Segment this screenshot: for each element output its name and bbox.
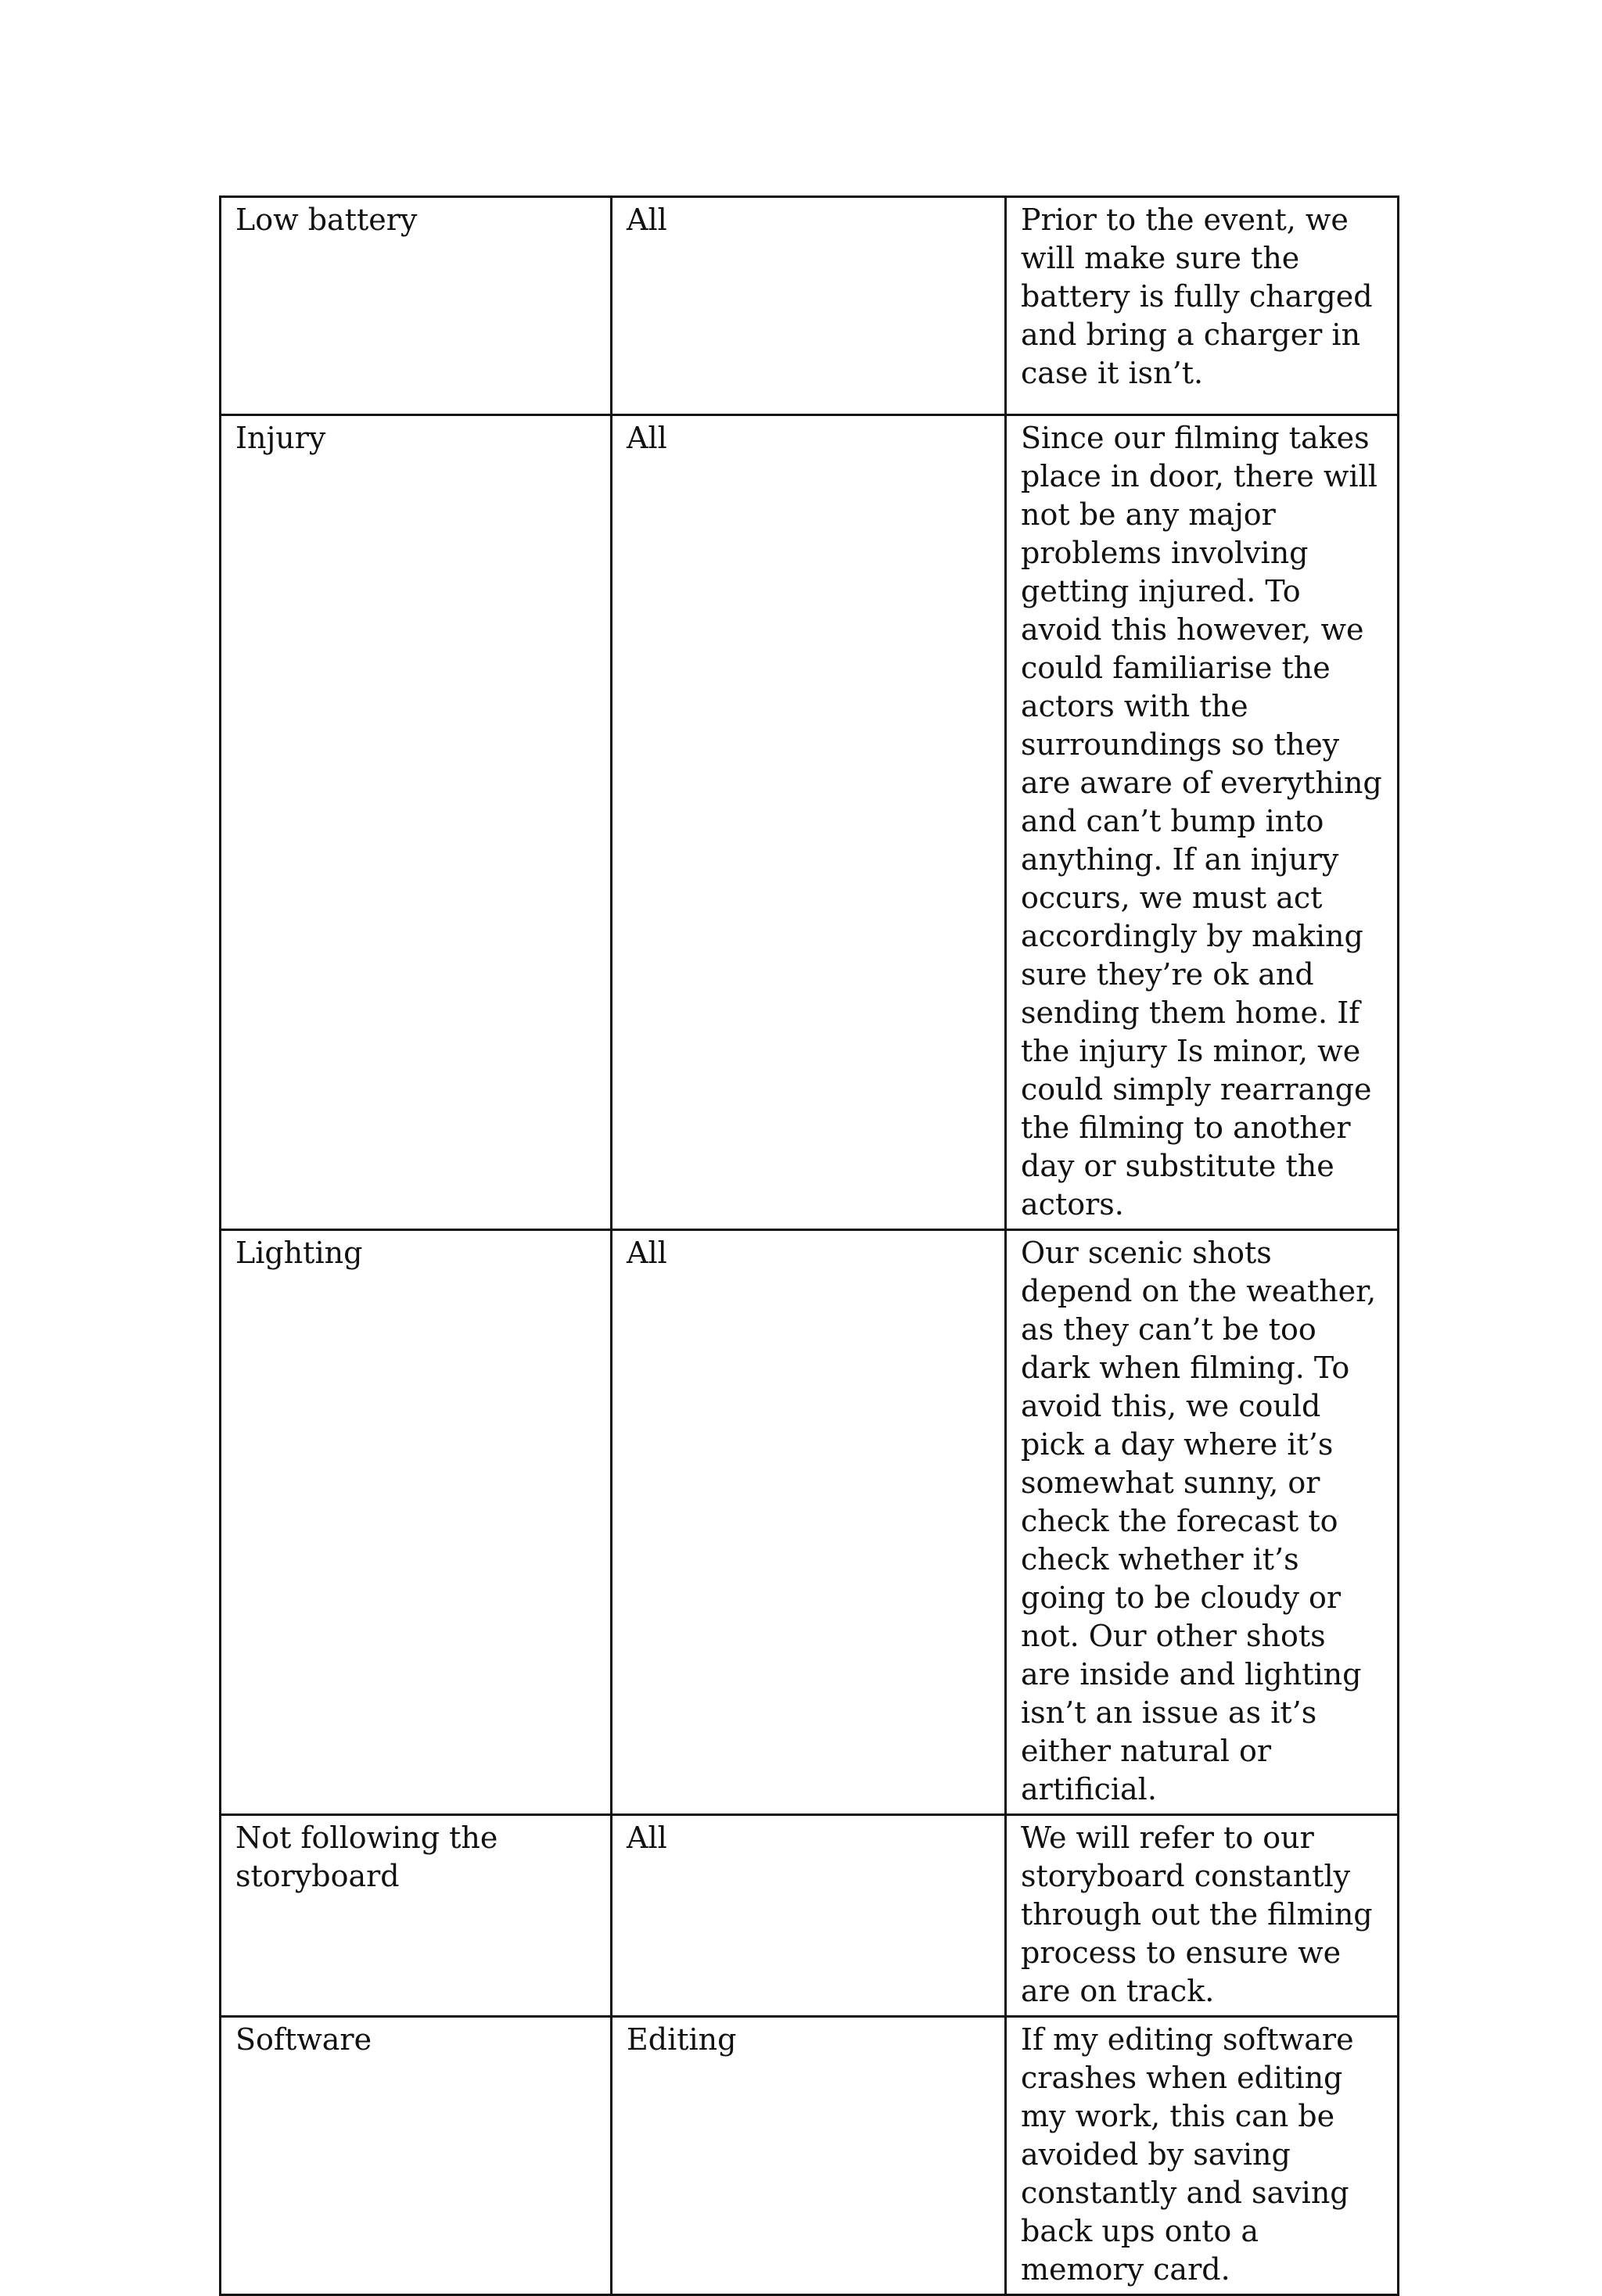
risk-cell: Lighting xyxy=(221,1230,612,1815)
stage-cell: All xyxy=(612,197,1006,415)
solution-cell: Since our filming takes place in door, there will not be any major problems involving getting injured. To avoid this however, we could familiarise the actors with the surroundings so they are aware of everything and can’t bump into anything. If an injury occurs, we must act accordingly by making sure they’re ok and sending them home. If the injury Is minor, we could simply rearrange the filming to another day or substitute the actors. xyxy=(1006,415,1399,1230)
table-row xyxy=(221,1815,1399,2017)
table-row xyxy=(221,415,1399,1230)
solution-cell: Our scenic shots depend on the weather, as they can’t be too dark when filming. To avoid this, we could pick a day where it’s somewhat sunny, or check the forecast to check whether it’s going to be cloudy or not. Our other shots are inside and lighting isn’t an issue as it’s either natural or artificial. xyxy=(1006,1230,1399,1815)
stage-cell: All xyxy=(612,415,1006,1230)
table-row xyxy=(221,197,1399,415)
risk-assessment-table xyxy=(219,196,1399,2296)
stage-cell: All xyxy=(612,1230,1006,1815)
risk-cell: Injury xyxy=(221,415,612,1230)
risk-cell: Software xyxy=(221,2017,612,2295)
stage-cell: Editing xyxy=(612,2017,1006,2295)
solution-cell: Prior to the event, we will make sure the battery is fully charged and bring a charger in case it isn’t. xyxy=(1006,197,1399,415)
stage-cell: All xyxy=(612,1815,1006,2017)
solution-cell: If my editing software crashes when editing my work, this can be avoided by saving constantly and saving back ups onto a memory card. xyxy=(1006,2017,1399,2295)
risk-cell: Not following the storyboard xyxy=(221,1815,612,2017)
risk-cell: Low battery xyxy=(221,197,612,415)
solution-cell: We will refer to our storyboard constantly through out the filming process to ensure we are on track. xyxy=(1006,1815,1399,2017)
table-row xyxy=(221,2017,1399,2295)
table-row xyxy=(221,1230,1399,1815)
